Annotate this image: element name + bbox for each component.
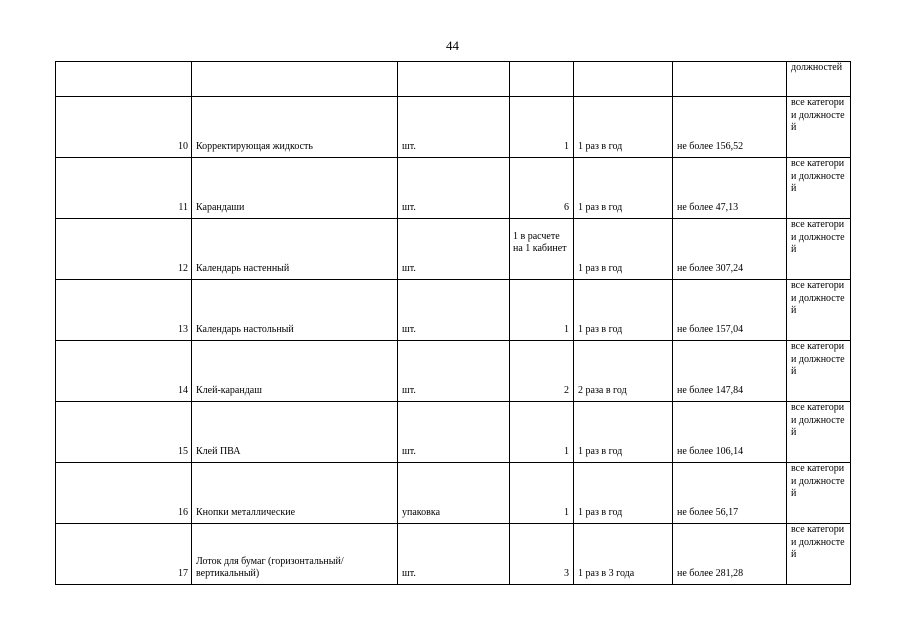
- price-cell: не более 147,84: [673, 341, 787, 402]
- category-cell: все категории должностей: [787, 463, 851, 524]
- category-cell: все категории должностей: [787, 341, 851, 402]
- category-cell: все категории должностей: [787, 158, 851, 219]
- price-cell: не более 47,13: [673, 158, 787, 219]
- quantity-cell: 6: [510, 158, 574, 219]
- item-name: Календарь настольный: [192, 280, 398, 341]
- unit-cell: шт.: [398, 97, 510, 158]
- category-cell: все категории должностей: [787, 524, 851, 585]
- price-cell: не более 56,17: [673, 463, 787, 524]
- category-cell: все категории должностей: [787, 219, 851, 280]
- table-row: [56, 402, 851, 463]
- item-name: Карандаши: [192, 158, 398, 219]
- item-name: Клей-карандаш: [192, 341, 398, 402]
- table-row: [56, 280, 851, 341]
- category-cell: все категории должностей: [787, 402, 851, 463]
- row-number: 17: [56, 524, 192, 585]
- row-number: 14: [56, 341, 192, 402]
- category-cell: все категории должностей: [787, 280, 851, 341]
- unit-cell: шт.: [398, 158, 510, 219]
- table-row: [56, 341, 851, 402]
- quantity-cell: 1: [510, 97, 574, 158]
- unit-cell: шт.: [398, 341, 510, 402]
- category-cell: должностей: [787, 62, 851, 97]
- quantity-cell: 1 в расчете на 1 кабинет: [510, 219, 574, 280]
- table-row: [56, 524, 851, 585]
- item-name: Календарь настенный: [192, 219, 398, 280]
- frequency-cell: 2 раза в год: [574, 341, 673, 402]
- row-number: 11: [56, 158, 192, 219]
- frequency-cell: 1 раз в год: [574, 219, 673, 280]
- row-number: 10: [56, 97, 192, 158]
- frequency-cell: 1 раз в год: [574, 280, 673, 341]
- row-number: 12: [56, 219, 192, 280]
- frequency-cell: 1 раз в год: [574, 97, 673, 158]
- quantity-cell: 2: [510, 341, 574, 402]
- item-name: Клей ПВА: [192, 402, 398, 463]
- quantity-cell: 3: [510, 524, 574, 585]
- row-number: 13: [56, 280, 192, 341]
- unit-cell: шт.: [398, 280, 510, 341]
- quantity-cell: 1: [510, 402, 574, 463]
- table-row: [56, 463, 851, 524]
- unit-cell: шт.: [398, 219, 510, 280]
- row-number: 16: [56, 463, 192, 524]
- price-cell: не более 157,04: [673, 280, 787, 341]
- unit-cell: шт.: [398, 524, 510, 585]
- price-cell: не более 281,28: [673, 524, 787, 585]
- frequency-cell: 1 раз в год: [574, 463, 673, 524]
- page-number: 44: [446, 38, 459, 53]
- price-cell: не более 106,14: [673, 402, 787, 463]
- table-row: [56, 219, 851, 280]
- item-name: Кнопки металлические: [192, 463, 398, 524]
- supplies-table: [55, 61, 851, 585]
- price-cell: не более 156,52: [673, 97, 787, 158]
- category-cell: все категории должностей: [787, 97, 851, 158]
- frequency-cell: 1 раз в год: [574, 158, 673, 219]
- table-row: [56, 158, 851, 219]
- row-number: 15: [56, 402, 192, 463]
- item-name: Корректирующая жидкость: [192, 97, 398, 158]
- frequency-cell: 1 раз в год: [574, 402, 673, 463]
- table-row: [56, 97, 851, 158]
- quantity-cell: 1: [510, 463, 574, 524]
- item-name: Лоток для бумаг (горизонтальный/вертикальный): [192, 524, 398, 585]
- frequency-cell: 1 раз в 3 года: [574, 524, 673, 585]
- quantity-cell: 1: [510, 280, 574, 341]
- continuation-row: [56, 62, 851, 97]
- price-cell: не более 307,24: [673, 219, 787, 280]
- unit-cell: шт.: [398, 402, 510, 463]
- unit-cell: упаковка: [398, 463, 510, 524]
